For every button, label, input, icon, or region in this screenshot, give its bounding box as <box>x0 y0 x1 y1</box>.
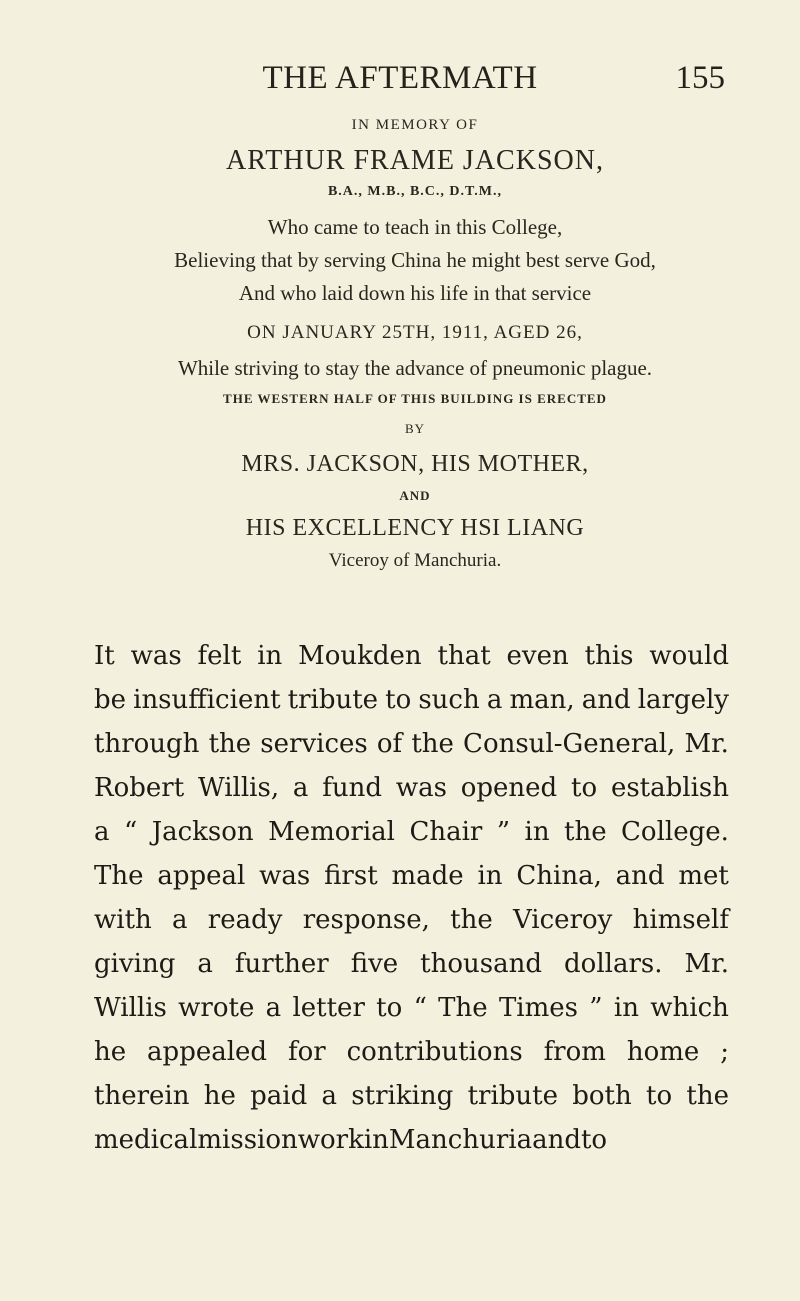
body-word: a <box>486 685 503 715</box>
body-word: the <box>411 729 454 759</box>
body-word: contributions <box>346 1037 523 1067</box>
body-word: through <box>94 729 200 759</box>
body-word: Chair <box>409 817 483 847</box>
body-word: response, <box>302 905 430 935</box>
body-word: five <box>350 949 399 979</box>
body-line <box>94 986 729 1030</box>
body-word: which <box>650 993 729 1023</box>
body-word: Viceroy <box>512 905 613 935</box>
body-line <box>94 854 729 898</box>
body-word: a <box>197 949 213 979</box>
inscription-excellency: HIS EXCELLENCY HSI LIANG <box>245 515 585 541</box>
body-word: establish <box>610 773 729 803</box>
body-word: made <box>391 861 464 891</box>
body-word: would <box>649 641 729 671</box>
body-line <box>94 766 729 810</box>
body-word: was <box>130 641 182 671</box>
body-word: opened <box>460 773 558 803</box>
body-word: in <box>363 1125 389 1155</box>
inscription-line-1: Who came to teach in this College, <box>267 215 563 239</box>
body-word: in <box>524 817 550 847</box>
body-word: from <box>543 1037 606 1067</box>
body-word: It <box>94 641 115 671</box>
body-word: Manchuria <box>388 1125 533 1155</box>
body-word: ” <box>589 993 603 1023</box>
inscription-line-2: Believing that by serving China he might best serve God, <box>174 248 656 272</box>
body-word: a <box>292 773 309 803</box>
inscription-and: AND <box>399 488 431 503</box>
body-word: The <box>94 861 144 891</box>
body-word: Robert <box>94 773 185 803</box>
body-word: that <box>437 641 491 671</box>
body-word: in <box>477 861 503 891</box>
body-word: with <box>94 905 152 935</box>
page-number: 155 <box>675 60 725 96</box>
body-word: in <box>257 641 283 671</box>
body-line <box>94 1074 729 1118</box>
memorial-inscription <box>0 115 800 576</box>
body-word: such <box>418 685 480 715</box>
inscription-degrees: B.A., M.B., B.C., D.T.M., <box>327 184 503 199</box>
inscription-viceroy: Viceroy of Manchuria. <box>328 550 502 571</box>
inscription-date: ON JANUARY 25TH, 1911, AGED 26, <box>247 322 583 343</box>
body-word: to <box>580 1125 608 1155</box>
body-word: “ <box>123 817 138 847</box>
body-word: even <box>506 641 569 671</box>
body-line <box>94 678 729 722</box>
body-word: himself <box>632 905 729 935</box>
body-word: Jackson <box>151 817 254 847</box>
body-line <box>94 898 729 942</box>
body-word: largely <box>637 685 729 715</box>
body-word: Mr. <box>684 949 729 979</box>
body-word: thousand <box>420 949 542 979</box>
body-word: a <box>94 817 110 847</box>
inscription-in-memory-of: IN MEMORY OF <box>351 117 479 133</box>
body-line <box>94 942 729 986</box>
body-word: giving <box>94 949 176 979</box>
body-word: medical <box>94 1125 198 1155</box>
body-word: Willis <box>94 993 167 1023</box>
body-word: first <box>324 861 378 891</box>
body-word: met <box>678 861 729 891</box>
body-word: mission <box>197 1125 298 1155</box>
body-word: therein <box>94 1081 190 1111</box>
body-word: a <box>321 1081 338 1111</box>
body-word: this <box>584 641 634 671</box>
body-word: China, <box>516 861 602 891</box>
body-word: both <box>572 1081 632 1111</box>
body-word: dollars. <box>564 949 663 979</box>
body-line <box>94 1030 729 1074</box>
body-line <box>94 722 729 766</box>
body-word: the <box>564 817 607 847</box>
body-word: tribute <box>467 1081 558 1111</box>
body-word: appeal <box>157 861 246 891</box>
body-word: Mr. <box>684 729 729 759</box>
body-word: a <box>265 993 282 1023</box>
inscription-name: ARTHUR FRAME JACKSON, <box>226 145 604 176</box>
body-line <box>94 810 729 854</box>
body-word: further <box>234 949 329 979</box>
body-word: services <box>260 729 368 759</box>
inscription-erected: THE WESTERN HALF OF THIS BUILDING IS ERECTED <box>223 391 607 406</box>
body-line <box>94 1118 729 1162</box>
body-word: tribute <box>287 685 379 715</box>
body-word: College. <box>621 817 729 847</box>
body-word: Consul-General, <box>463 729 676 759</box>
body-word: ready <box>207 905 283 935</box>
body-word: and <box>615 861 665 891</box>
body-word: man, <box>509 685 575 715</box>
body-line <box>94 634 729 678</box>
body-word: Times <box>498 993 578 1023</box>
body-word: home <box>626 1037 700 1067</box>
body-word: Memorial <box>268 817 395 847</box>
body-word: to <box>385 685 412 715</box>
body-word: was <box>259 861 311 891</box>
body-word: to <box>571 773 598 803</box>
inscription-line-4: While striving to stay the advance of pneumonic plague. <box>177 356 653 380</box>
body-word: was <box>395 773 447 803</box>
body-word: letter <box>292 993 365 1023</box>
body-word: the <box>686 1081 729 1111</box>
body-paragraph <box>94 634 729 1162</box>
inscription-by: BY <box>404 421 426 436</box>
body-word: appealed <box>147 1037 268 1067</box>
body-word: Willis, <box>197 773 280 803</box>
body-word: and <box>581 685 631 715</box>
body-word: felt <box>197 641 242 671</box>
body-word: work <box>297 1125 364 1155</box>
body-word: insufficient <box>133 685 281 715</box>
body-word: “ <box>413 993 427 1023</box>
body-word: to <box>646 1081 673 1111</box>
body-word: he <box>94 1037 127 1067</box>
body-word: striking <box>351 1081 454 1111</box>
body-word: be <box>94 685 127 715</box>
body-word: and <box>532 1125 581 1155</box>
body-word: a <box>172 905 188 935</box>
running-head <box>0 60 800 104</box>
body-word: the <box>450 905 493 935</box>
body-word: to <box>376 993 403 1023</box>
body-word: in <box>613 993 639 1023</box>
body-word: fund <box>322 773 382 803</box>
inscription-mother: MRS. JACKSON, HIS MOTHER, <box>241 451 589 477</box>
body-word: for <box>287 1037 326 1067</box>
body-word: The <box>438 993 488 1023</box>
body-word: of <box>376 729 403 759</box>
inscription-line-3: And who laid down his life in that service <box>238 281 592 305</box>
body-word: ” <box>496 817 511 847</box>
body-word: wrote <box>178 993 255 1023</box>
body-word: ; <box>720 1037 729 1067</box>
body-word: paid <box>250 1081 308 1111</box>
body-word: he <box>203 1081 236 1111</box>
body-word: Moukden <box>298 641 422 671</box>
body-word: the <box>208 729 252 759</box>
running-title: THE AFTERMATH <box>262 60 538 96</box>
